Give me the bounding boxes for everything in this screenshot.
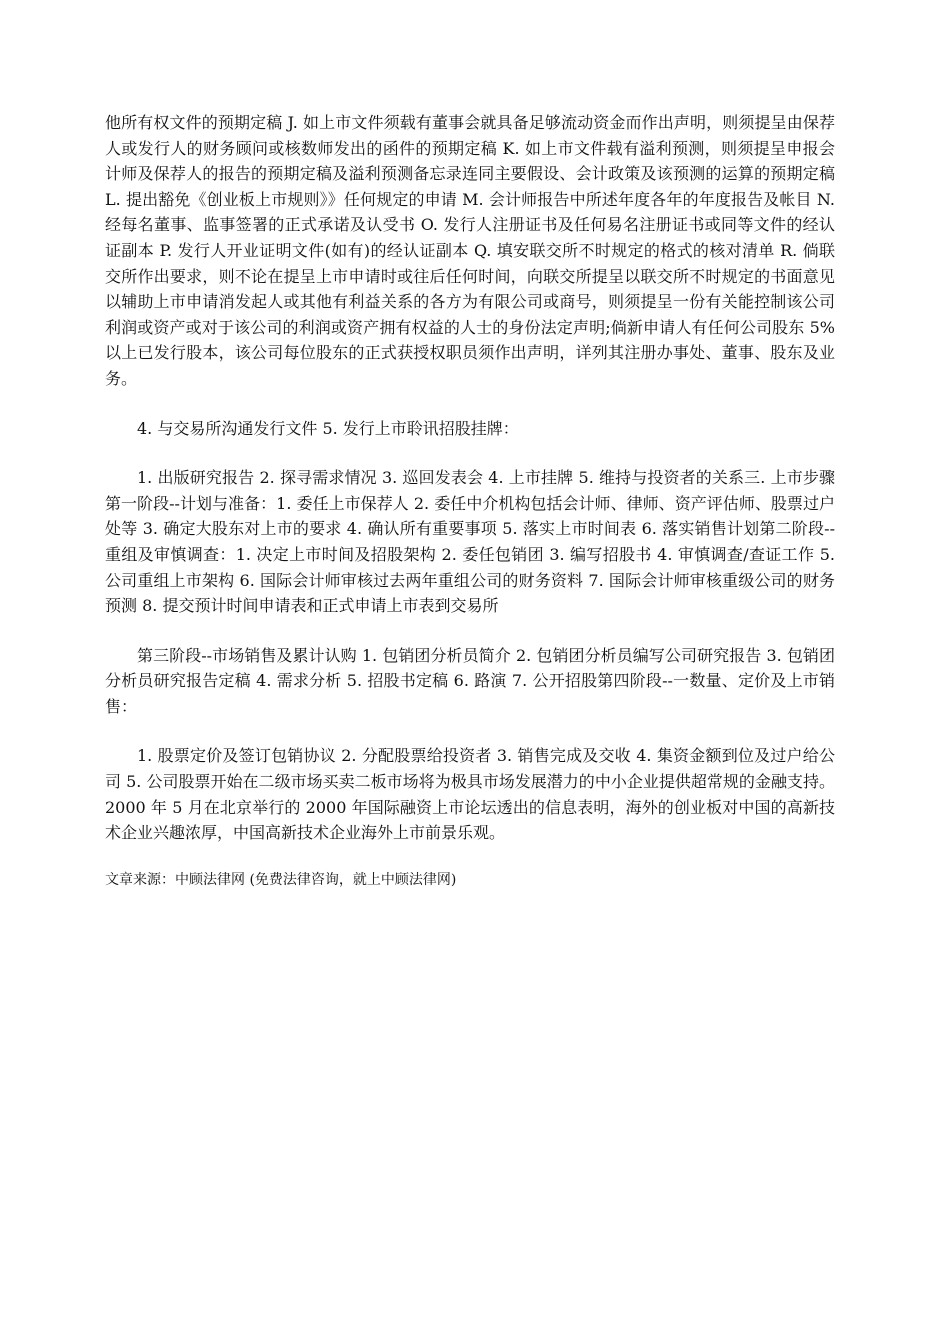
paragraph-marketing-stage: 第三阶段--市场销售及累计认购 1. 包销团分析员简介 2. 包销团分析员编写公司研究报告 3. 包销团分析员研究报告定稿 4. 需求分析 5. 招股书定稿 6. 路演 7. 公开招股第四阶段--一数量、定价及上市销售： (105, 645, 835, 716)
paragraph-pricing-stage: 1. 股票定价及签订包销协议 2. 分配股票给投资者 3. 销售完成及交收 4. 集资金额到位及过户给公司 5. 公司股票开始在二级市场买卖二板市场将为极具市场发展潜力的中小企业提供超常规的金融支持。2000 年 5 月在北京举行的 2000 年国际融资上市论坛透出的信息表明，海外的创业板对中国的高新技术企业兴趣浓厚，中国高新技术企业海外上市前景乐观。 (105, 746, 835, 843)
document-body (105, 110, 835, 890)
paragraph-filing-documents: 他所有权文件的预期定稿 J. 如上市文件须载有董事会就具备足够流动资金而作出声明，则须提呈由保荐人或发行人的财务顾问或核数师发出的函件的预期定稿 K. 如上市文件载有溢利预测，则须提呈申报会计师及保荐人的报告的预期定稿及溢利预测备忘录连同主要假设、会计政策及该预测的运算的预期定稿 L. 提出豁免《创业板上市规则》》任何规定的申请 M. 会计师报告中所述年度各年的年度报告及帐目 N. 经每名董事、监事签署的正式承诺及认受书 O. 发行人注册证书及任何易名注册证书或同等文件的经认证副本 P. 发行人开业证明文件(如有)的经认证副本 Q. 填安联交所不时规定的格式的核对清单 R. 倘联交所作出要求，则不论在提呈上市申请时或往后任何时间，向联交所提呈以联交所不时规定的书面意见以辅助上市申请消发起人或其他有利益关系的各方为有限公司或商号，则须提呈一份有关能控制该公司利润或资产或对于该公司的利润或资产拥有权益的人士的身份法定声明;倘新申请人有任何公司股东 5%以上已发行股本，该公司每位股东的正式获授权职员须作出声明，详列其注册办事处、董事、股东及业务。 (105, 113, 835, 388)
article-source: 文章来源：中顾法律网 (免费法律咨询，就上中顾法律网) (105, 871, 457, 888)
paragraph-exchange-communication: 4. 与交易所沟通发行文件 5. 发行上市聆讯招股挂牌： (137, 418, 519, 438)
paragraph-listing-steps: 1. 出版研究报告 2. 探寻需求情况 3. 巡回发表会 4. 上市挂牌 5. 维持与投资者的关系三. 上市步骤第一阶段--计划与准备：1. 委任上市保荐人 2. 委任中介机构包括会计师、律师、资产评估师、股票过户处等 3. 确定大股东对上市的要求 4. 确认所有重要事项 5. 落实上市时间表 6. 落实销售计划第二阶段--重组及审慎调查：1. 决定上市时间及招股架构 2. 委任包销团 3. 编写招股书 4. 审慎调查/查证工作 5. 公司重组上市架构 6. 国际会计师审核过去两年重组公司的财务资料 7. 国际会计师审核重级公司的财务预测 8. 提交预计时间申请表和正式申请上市表到交易所 (105, 468, 835, 616)
